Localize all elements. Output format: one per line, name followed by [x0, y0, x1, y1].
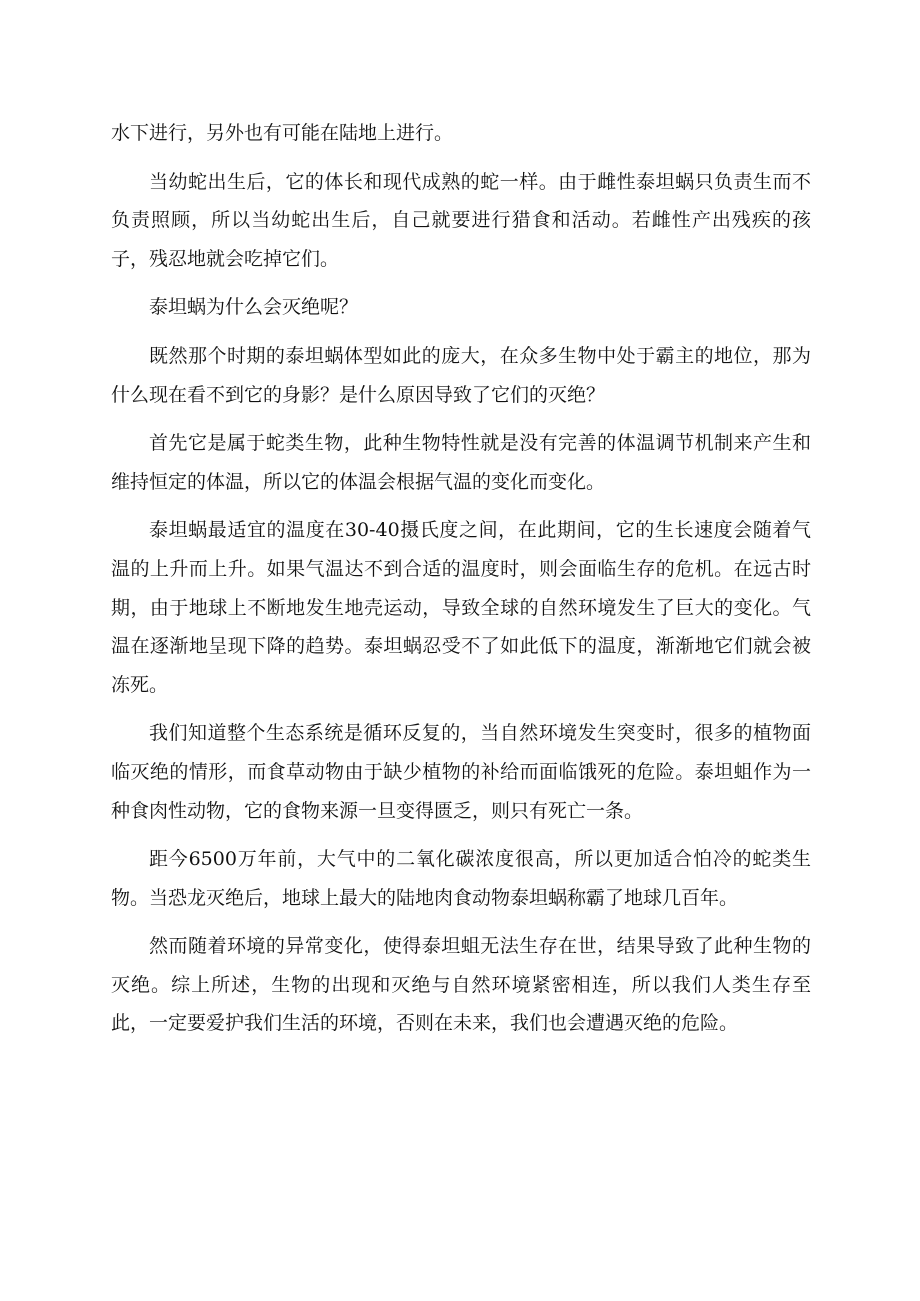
paragraph-7: 我们知道整个生态系统是循环反复的，当自然环境发生突变时，很多的植物面临灭绝的情形，而食草动物由于缺少植物的补给而面临饿死的危险。泰坦蛆作为一种食肉性动物，它的食物来源一旦变得匮乏，则只有死亡一条。 — [111, 722, 811, 822]
paragraph-4: 既然那个时期的泰坦蜗体型如此的庞大，在众多生物中处于霸主的地位，那为什么现在看不到它的身影？是什么原因导致了它们的灭绝？ — [111, 344, 811, 406]
paragraph-8: 距今6500万年前，大气中的二氧化碳浓度很高，所以更加适合怕冷的蛇类生物。当恐龙灭绝后，地球上最大的陆地肉食动物泰坦蜗称霸了地球几百年。 — [111, 848, 811, 909]
paragraph-9: 然而随着环境的异常变化，使得泰坦蛆无法生存在世，结果导致了此种生物的灭绝。综上所述，生物的出现和灭绝与自然环境紧密相连，所以我们人类生存至此，一定要爱护我们生活的环境，否则在未来，我们也会遭遇灭绝的危险。 — [111, 935, 811, 1035]
paragraph-1: 水下进行，另外也有可能在陆地上进行。 — [111, 122, 454, 144]
paragraph-2: 当幼蛇出生后，它的体长和现代成熟的蛇一样。由于雌性泰坦蜗只负责生而不负责照顾，所以当幼蛇出生后，自己就要进行猎食和活动。若雌性产出残疾的孩子，残忍地就会吃掉它们。 — [111, 170, 811, 270]
paragraph-3: 泰坦蜗为什么会灭绝呢？ — [149, 296, 359, 319]
paragraph-5: 首先它是属于蛇类生物，此种生物特性就是没有完善的体温调节机制来产生和维持恒定的体温，所以它的体温会根据气温的变化而变化。 — [111, 432, 811, 493]
paragraph-6: 泰坦蜗最适宜的温度在30-40摄氏度之间，在此期间，它的生长速度会随着气温的上升而上升。如果气温达不到合适的温度时，则会面临生存的危机。在远古时期，由于地球上不断地发生地壳运动，导致全球的自然环境发生了巨大的变化。气温在逐渐地呈现下降的趋势。泰坦蜗忍受不了如此低下的温度，渐渐地它们就会被冻死。 — [111, 519, 811, 696]
document-body — [111, 114, 811, 1053]
